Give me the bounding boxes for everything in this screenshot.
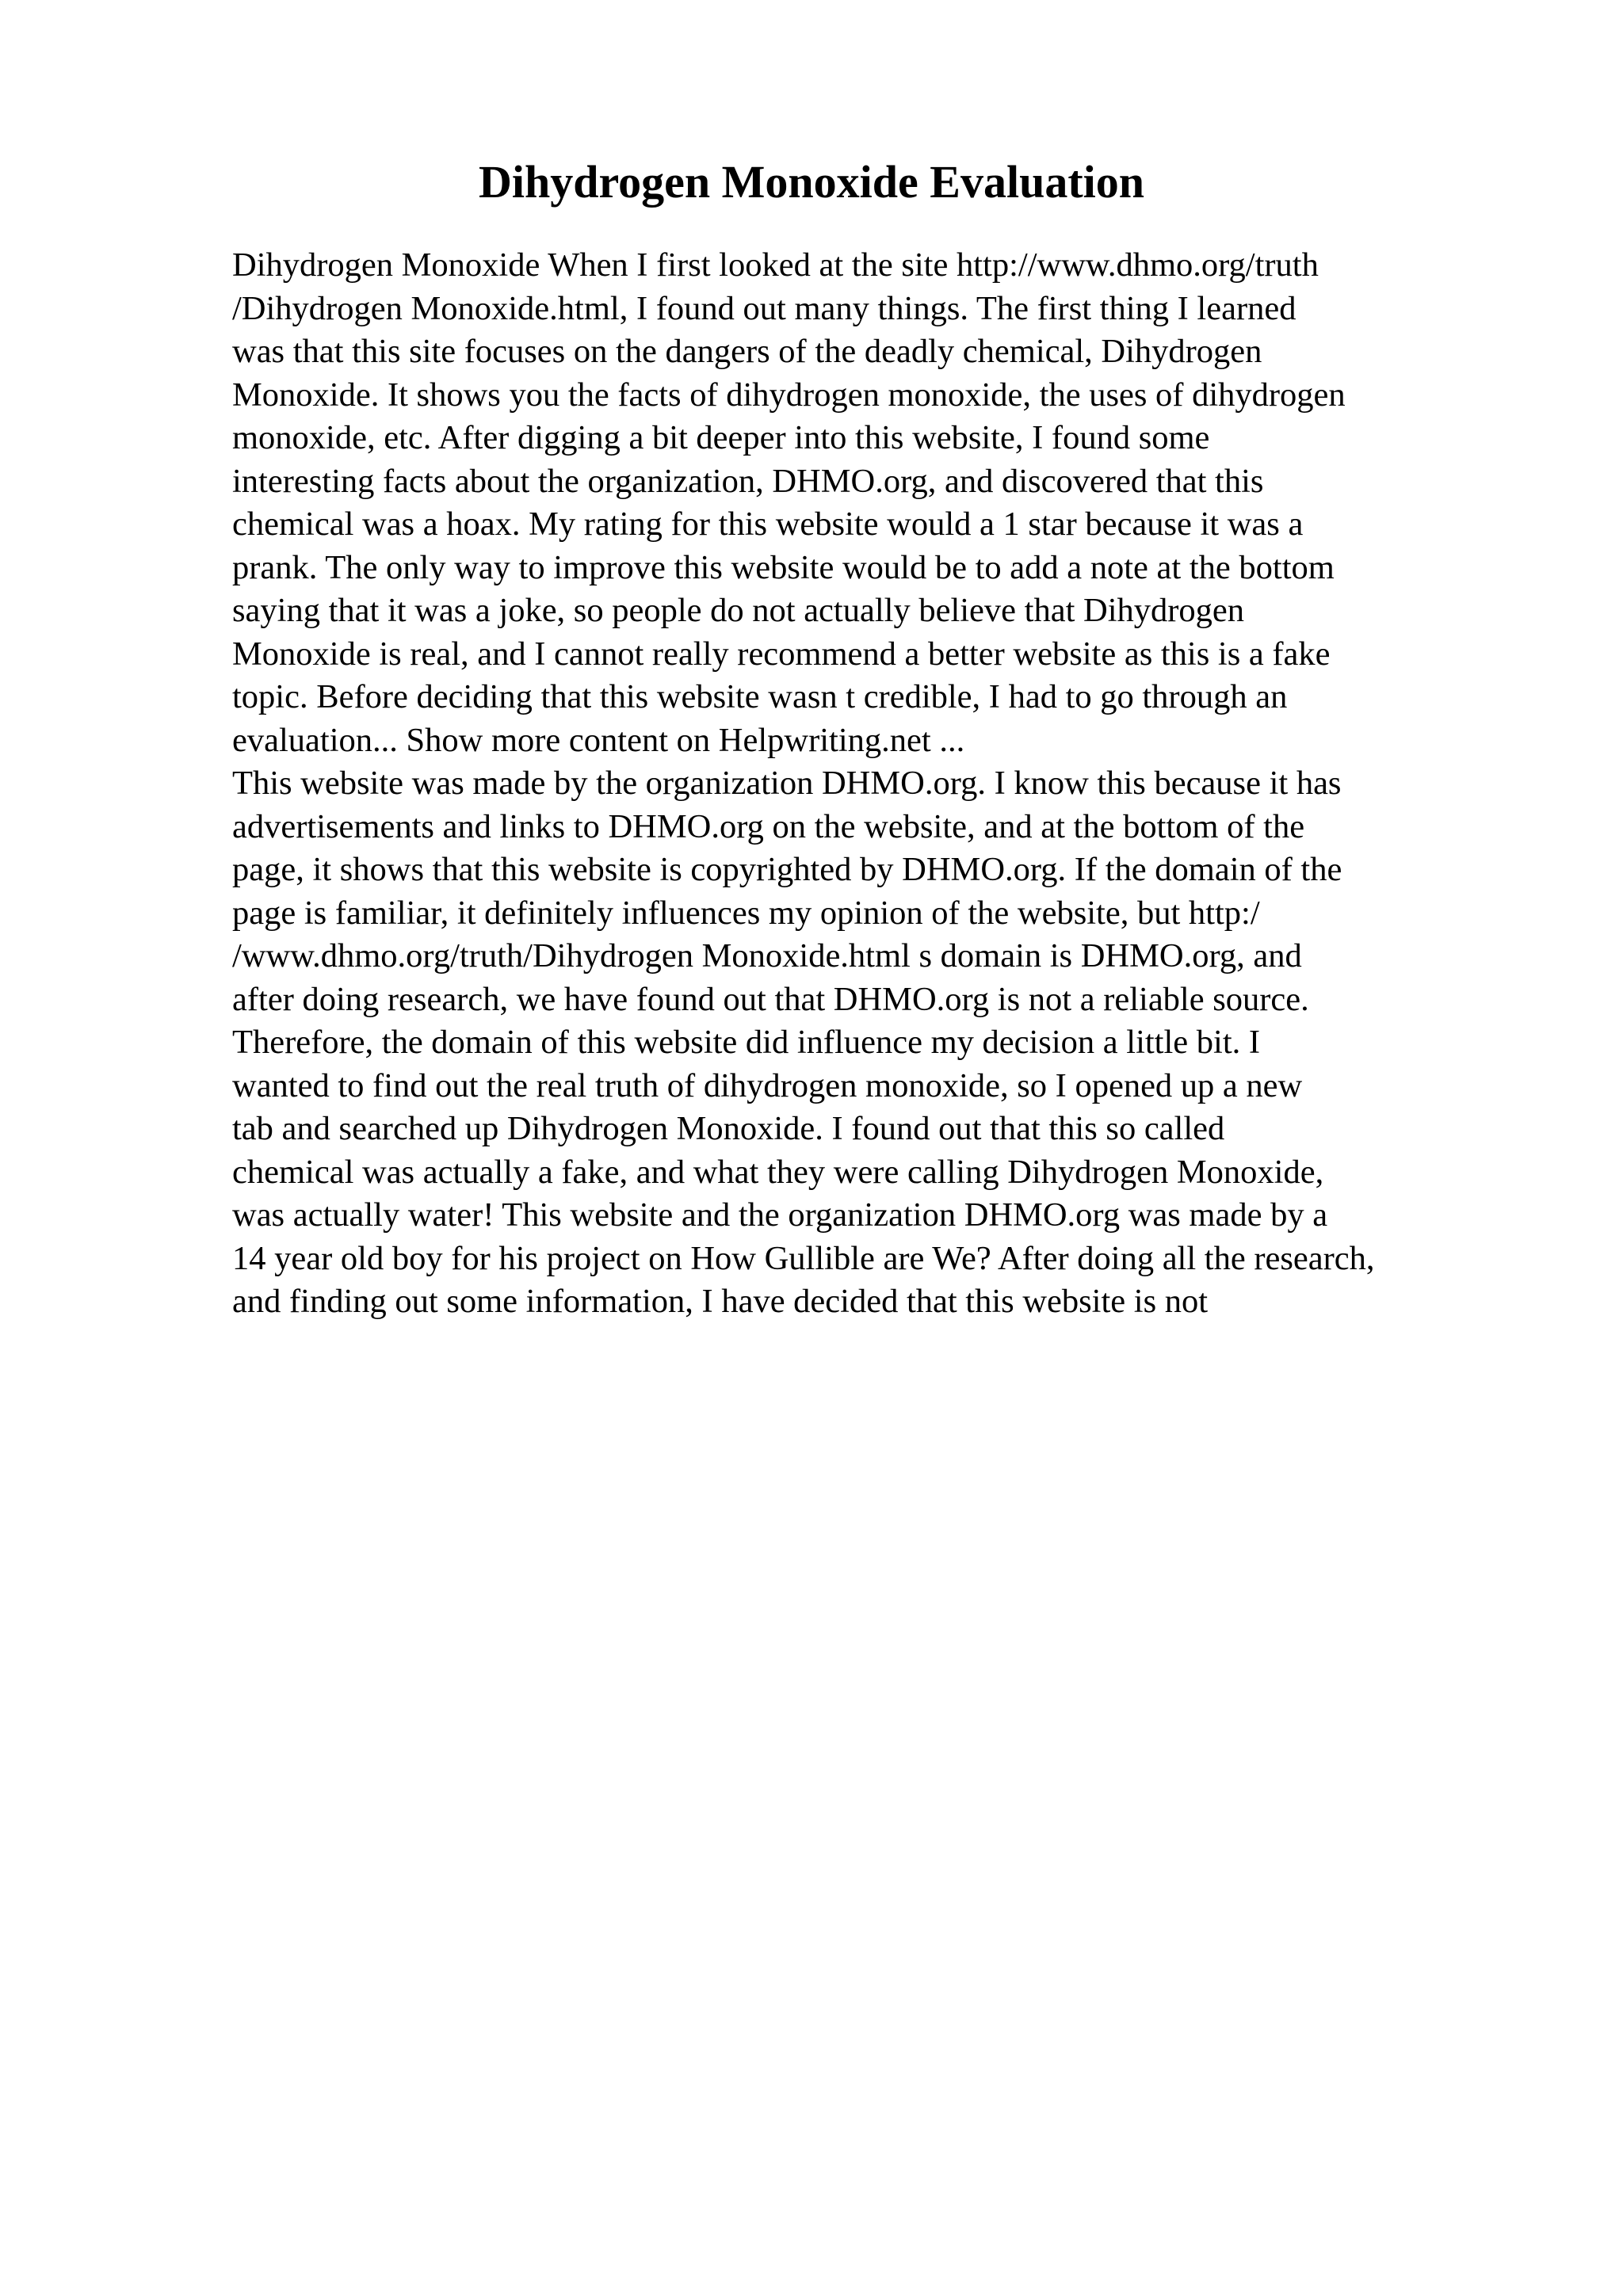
body-line: page, it shows that this website is copyrighted by DHMO.org. If the domain of the — [232, 851, 1342, 888]
body-line: advertisements and links to DHMO.org on the website, and at the bottom of the — [232, 807, 1305, 845]
body-line: Therefore, the domain of this website did influence my decision a little bit. I — [232, 1024, 1261, 1061]
body-line: wanted to find out the real truth of dihydrogen monoxide, so I opened up a new — [232, 1066, 1303, 1104]
body-line: prank. The only way to improve this website would be to add a note at the bottom — [232, 548, 1335, 586]
document-body — [232, 244, 1532, 1324]
body-line: 14 year old boy for his project on How Gullible are We? After doing all the research, — [232, 1239, 1375, 1277]
body-line: page is familiar, it definitely influences my opinion of the website, but http:/ — [232, 894, 1260, 932]
body-line: after doing research, we have found out that DHMO.org is not a reliable source. — [232, 980, 1309, 1018]
body-line: was actually water! This website and the organization DHMO.org was made by a — [232, 1196, 1328, 1234]
body-line: tab and searched up Dihydrogen Monoxide. I found out that this so called — [232, 1110, 1225, 1147]
body-line: topic. Before deciding that this website wasn t credible, I had to go through an — [232, 678, 1288, 715]
body-line: Monoxide is real, and I cannot really recommend a better website as this is a fake — [232, 635, 1331, 673]
body-line: /www.dhmo.org/truth/Dihydrogen Monoxide.html s domain is DHMO.org, and — [232, 937, 1302, 974]
body-line: Dihydrogen Monoxide When I first looked at the site http://www.dhmo.org/truth — [232, 246, 1319, 284]
body-line: /Dihydrogen Monoxide.html, I found out many things. The first thing I learned — [232, 289, 1296, 327]
body-line: interesting facts about the organization, DHMO.org, and discovered that this — [232, 462, 1264, 500]
body-line: chemical was a hoax. My rating for this website would a 1 star because it was a — [232, 505, 1304, 543]
body-line: was that this site focuses on the dangers of the deadly chemical, Dihydrogen — [232, 333, 1262, 370]
body-line: and finding out some information, I have decided that this website is not — [232, 1283, 1209, 1320]
document-title: Dihydrogen Monoxide Evaluation — [478, 156, 1145, 208]
body-line: This website was made by the organization DHMO.org. I know this because it has — [232, 765, 1342, 802]
body-line: monoxide, etc. After digging a bit deeper into this website, I found some — [232, 419, 1210, 456]
show-more-line: evaluation... Show more content on Helpwriting.net ... — [232, 721, 965, 759]
body-line: saying that it was a joke, so people do not actually believe that Dihydrogen — [232, 592, 1245, 629]
body-line: Monoxide. It shows you the facts of dihydrogen monoxide, the uses of dihydrogen — [232, 376, 1346, 414]
body-line: chemical was actually a fake, and what they were calling Dihydrogen Monoxide, — [232, 1153, 1324, 1191]
